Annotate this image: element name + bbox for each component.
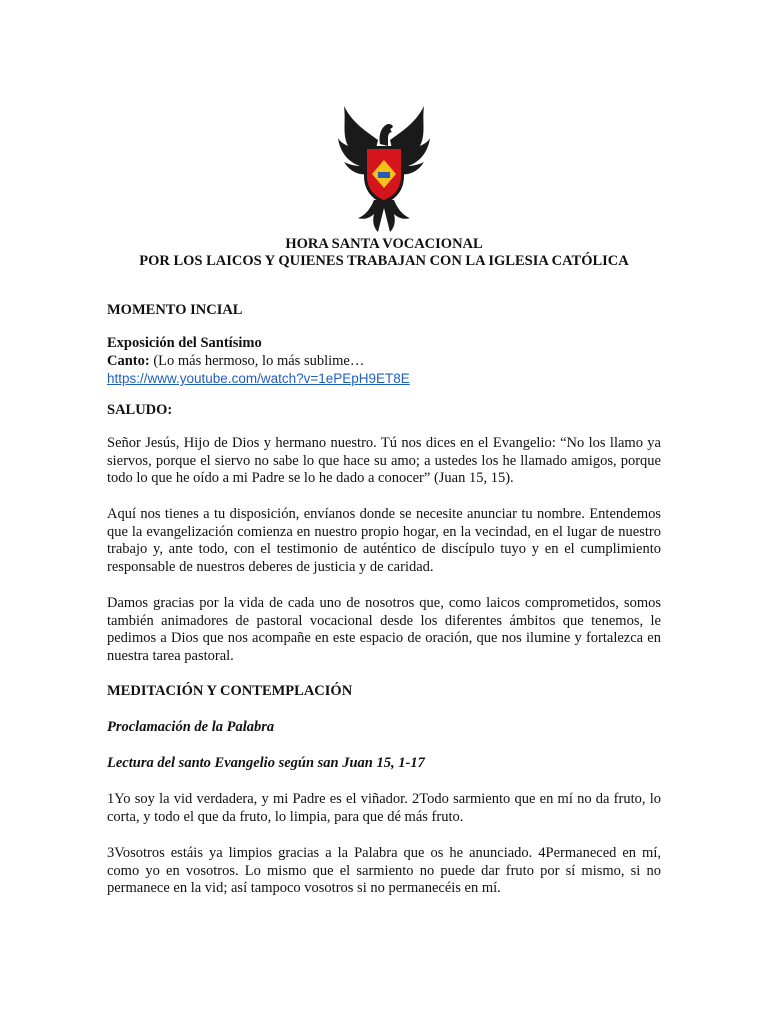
- canto-line: [107, 353, 661, 371]
- document-title: HORA SANTA VOCACIONAL: [285, 236, 483, 252]
- section-heading-momento: MOMENTO INCIAL: [107, 302, 243, 318]
- section-heading-meditacion: MEDITACIÓN Y CONTEMPLACIÓN: [107, 683, 353, 699]
- canto-label: Canto:: [107, 352, 150, 369]
- paragraph: Damos gracias por la vida de cada uno de nosotros que, como laicos comprometidos, somos también animadores de pastoral vocacional desde los diferentes ámbitos que tenemos, le pedimos a Dios que nos acompañe en este espacio de oración, que nos ilumine y fortalezca en nuestra tarea pastoral.: [107, 595, 661, 664]
- paragraph: Aquí nos tienes a tu disposición, envíanos donde se necesite anunciar tu nombre. Entendemos que la evangelización comienza en nuestro propio hogar, en la vecindad, en el lugar de nuestro trabajo y, ante todo, con el testimonio de auténtico de discípulo tuyo y en el cumplimiento responsable de nuestros deberes de justicia y de caridad.: [107, 506, 661, 575]
- paragraph: 3Vosotros estáis ya limpios gracias a la Palabra que os he anunciado. 4Permaneced en mí, como yo en vosotros. Lo mismo que el sarmiento no puede dar fruto por sí mismo, si no permanece en la vid; así tampoco vosotros si no permanecéis en mí.: [107, 845, 661, 896]
- subheading-lectura: Lectura del santo Evangelio según san Juan 15, 1-17: [107, 755, 425, 771]
- document-subtitle: POR LOS LAICOS Y QUIENES TRABAJAN CON LA IGLESIA CATÓLICA: [139, 253, 629, 269]
- eagle-coat-of-arms-icon: [334, 100, 434, 234]
- youtube-link[interactable]: https://www.youtube.com/watch?v=1ePEpH9ET8E: [107, 371, 410, 386]
- paragraph: 1Yo soy la vid verdadera, y mi Padre es el viñador. 2Todo sarmiento que en mí no da fruto, lo corta, y todo el que da fruto, lo limpia, para que dé más fruto.: [107, 791, 661, 825]
- exposicion-heading: Exposición del Santísimo: [107, 335, 262, 351]
- subheading-proclamacion: Proclamación de la Palabra: [107, 719, 275, 735]
- exposicion-block: [107, 335, 661, 388]
- section-heading-saludo: SALUDO:: [107, 402, 173, 418]
- canto-text: (Lo más hermoso, lo más sublime…: [149, 352, 365, 369]
- paragraph: Señor Jesús, Hijo de Dios y hermano nuestro. Tú nos dices en el Evangelio: “No los llamo ya siervos, porque el siervo no sabe lo que hace su amo; a ustedes los he llamado amigos, porque todo lo que he oído a mi Padre se lo he dado a conocer” (Juan 15, 15).: [107, 435, 661, 486]
